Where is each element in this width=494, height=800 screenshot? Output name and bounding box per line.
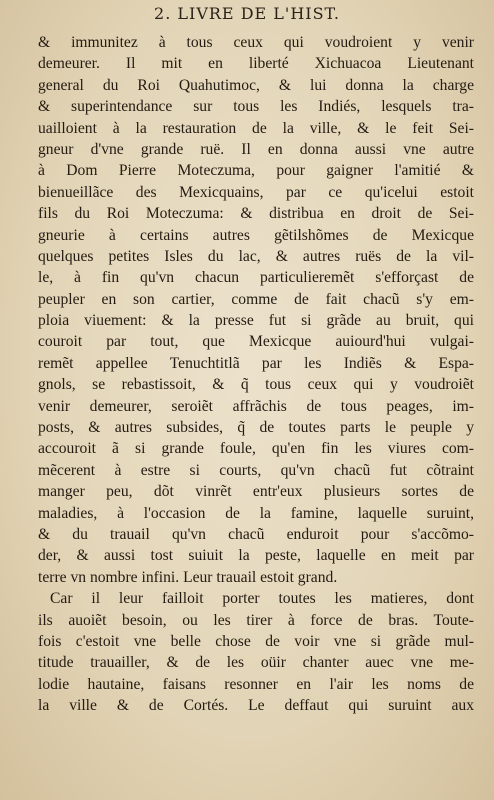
text-line: titude trauailler, & de les oüir chanter auec vne me- (38, 654, 474, 672)
text-line: & superintendance sur tous les Indiés, lesquels tra- (38, 98, 474, 116)
text-line: manger peu, dõt vinrẽt entr'eux plusieurs sortes de (38, 483, 474, 501)
text-line: quelques petites Isles du lac, & autres ruës de la vil- (38, 247, 474, 265)
text-line: à Dom Pierre Moteczuma, pour gaigner l'amitié & (38, 162, 474, 180)
running-header: 2. LIVRE DE L'HIST. (154, 4, 340, 23)
text-line: gnols, se rebastissoit, & q̃ tous ceux qui y voudroiẽt (38, 376, 474, 394)
text-line: & du trauail qu'vn chacũ enduroit pour s'accõmo- (38, 525, 474, 543)
text-line: gneurie à certains autres gẽtilshõmes de Mexicque (38, 226, 474, 244)
text-line: accouroit ã si grande foule, qu'en fin les viures com- (38, 440, 474, 458)
text-line: remẽt appellee Tenuchtitlã par les Indiẽs & Espa- (38, 354, 474, 372)
text-line: & immunitez à tous ceux qui voudroient y venir (38, 34, 474, 51)
text-line-paragraph-start: Car il leur failloit porter toutes les matieres, dont (50, 590, 474, 608)
text-line: mẽcerent à estre si courts, qu'vn chacũ fut cõtraint (38, 461, 474, 479)
text-line: der, & aussi tost suiuit la peste, laquelle en meit par (38, 547, 474, 565)
text-line: fils du Roi Moteczuma: & distribua en droit de Sei- (38, 205, 474, 223)
text-line: uailloient à la restauration de la ville, & le feit Sei- (38, 119, 474, 137)
text-line: posts, & autres subsides, q̃ de toutes parts le peuple y (38, 419, 474, 437)
text-line: ploia viuement: & la presse fut si grãde au bruit, qui (38, 312, 474, 330)
text-line: peupler en son cartier, comme de fait chacũ s'y em- (38, 290, 474, 308)
text-line: lodie hautaine, faisans resonner en l'air les noms de (38, 675, 474, 693)
text-line: ils auoiẽt besoin, ou les tirer à force de bras. Toute- (38, 611, 474, 629)
text-line: la ville & de Cortés. Le deffaut qui suruint aux (38, 697, 474, 715)
text-line: maladies, à l'occasion de la famine, laquelle suruint, (38, 504, 474, 522)
text-line: couroit par tout, que Mexicque auiourd'hui vulgai- (38, 333, 474, 351)
text-line-paragraph-end: terre vn nombre infini. Leur trauail estoit grand. (38, 568, 338, 586)
page-body-text (38, 32, 474, 717)
text-line: fois c'estoit vne belle chose de voir vne si grãde mul- (38, 632, 474, 650)
text-line: le, à fin qu'vn chacun particulieremẽt s'efforçast de (38, 269, 474, 287)
text-line: general du Roi Quahutimoc, & lui donna la charge (38, 76, 474, 94)
text-line: venir demeurer, seroiẽt affrãchis de tous peages, im- (38, 397, 474, 415)
text-line: gneur d'vne grande ruë. Il en donna aussi vne autre (38, 140, 474, 158)
text-line: demeurer. Il mit en liberté Xichuacoa Lieutenant (38, 55, 474, 73)
text-line: bienueillãce des Mexicquains, par ce qu'icelui estoit (38, 183, 474, 201)
